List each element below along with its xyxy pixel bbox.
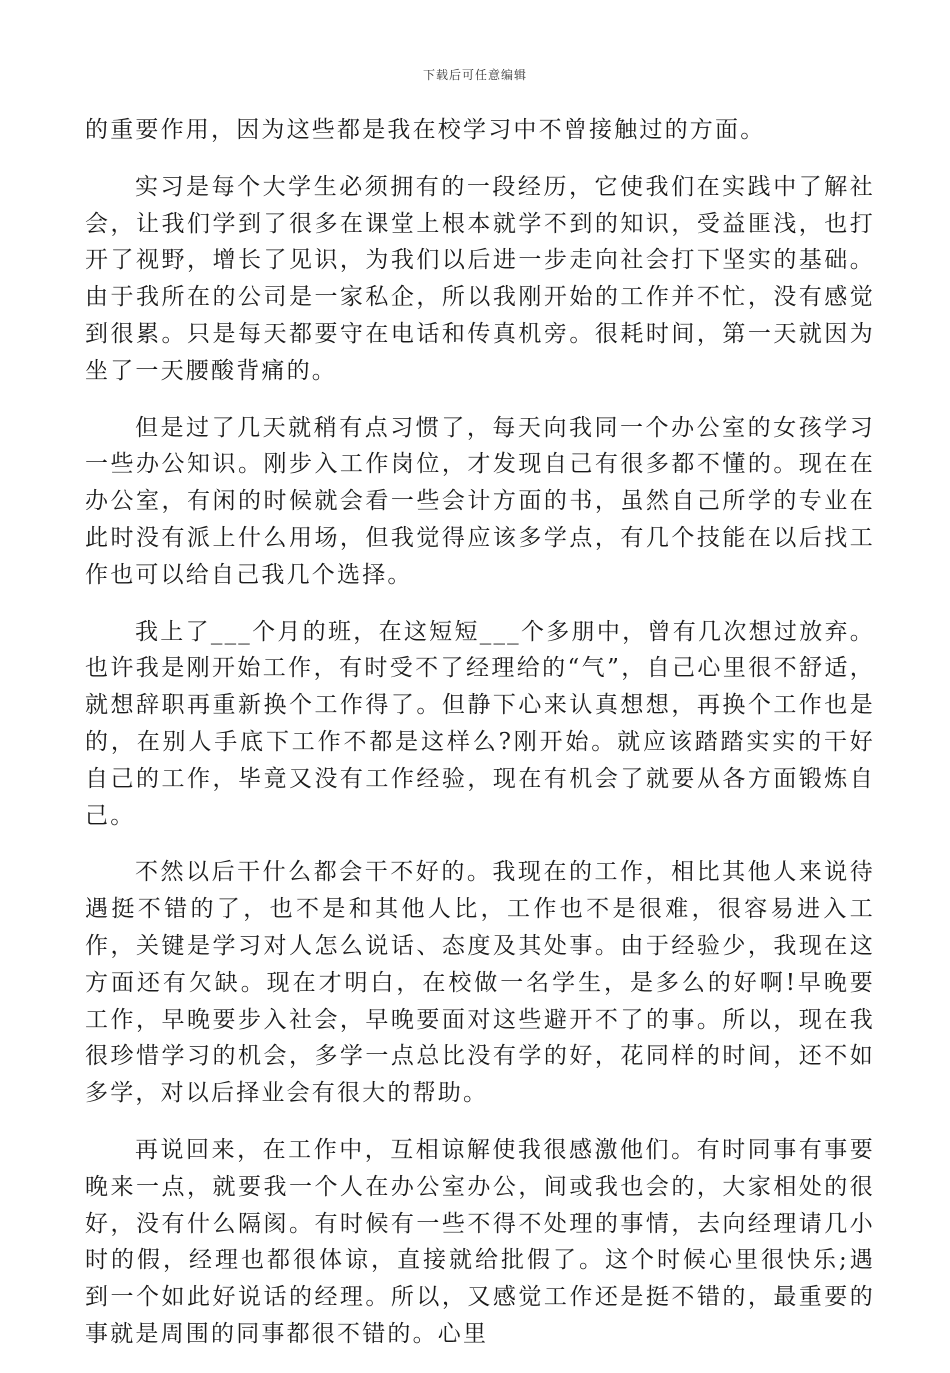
page-header-note: 下载后可任意编辑 bbox=[422, 68, 527, 82]
paragraph-2: 实习是每个大学生必须拥有的一段经历，它使我们在实践中了解社会，让我们学到了很多在课堂上根本就学不到的知识，受益匪浅，也打开了视野，增长了见识，为我们以后进一步走向社会打下坚实的基础。由于我所在的公司是一家私企，所以我刚开始的工作并不忙，没有感觉到很累。只是每天都要守在电话和传真机旁。很耗时间，第一天就因为坐了一天腰酸背痛的。 bbox=[85, 173, 875, 384]
paragraph-4: 我上了___个月的班，在这短短___个多朋中，曾有几次想过放弃。也许我是刚开始工作，有时受不了经理给的“气”，自己心里很不舒适，就想辞职再重新换个工作得了。但静下心来认真想想，再换个工作也是的，在别人手底下工作不都是这样么?刚开始。就应该踏踏实实的干好自己的工作，毕竟又没有工作经验，现在有机会了就要从各方面锻炼自己。 bbox=[85, 618, 875, 829]
paragraph-6: 再说回来，在工作中，互相谅解使我很感激他们。有时同事有事要晚来一点，就要我一个人在办公室办公，间或我也会的，大家相处的很好，没有什么隔阂。有时候有一些不得不处理的事情，去向经理请几小时的假，经理也都很体谅，直接就给批假了。这个时候心里很快乐;遇到一个如此好说话的经理。所以，又感觉工作还是挺不错的，最重要的事就是周围的同事都很不错的。心里 bbox=[85, 1136, 875, 1347]
paragraph-1: 的重要作用，因为这些都是我在校学习中不曾接触过的方面。 bbox=[85, 117, 766, 143]
paragraph-5: 不然以后干什么都会干不好的。我现在的工作，相比其他人来说待遇挺不错的了，也不是和其他人比，工作也不是很难，很容易进入工作，关键是学习对人怎么说话、态度及其处事。由于经验少，我现在这方面还有欠缺。现在才明白，在校做一名学生，是多么的好啊!早晚要工作，早晚要步入社会，早晚要面对这些避开不了的事。所以，现在我很珍惜学习的机会，多学一点总比没有学的好，花同样的时间，还不如多学，对以后择业会有很大的帮助。 bbox=[85, 859, 875, 1107]
paragraph-3: 但是过了几天就稍有点习惯了，每天向我同一个办公室的女孩学习一些办公知识。刚步入工作岗位，才发现自己有很多都不懂的。现在在办公室，有闲的时候就会看一些会计方面的书，虽然自己所学的专业在此时没有派上什么用场，但我觉得应该多学点，有几个技能在以后找工作也可以给自己我几个选择。 bbox=[85, 414, 875, 588]
document-body bbox=[85, 112, 875, 1373]
